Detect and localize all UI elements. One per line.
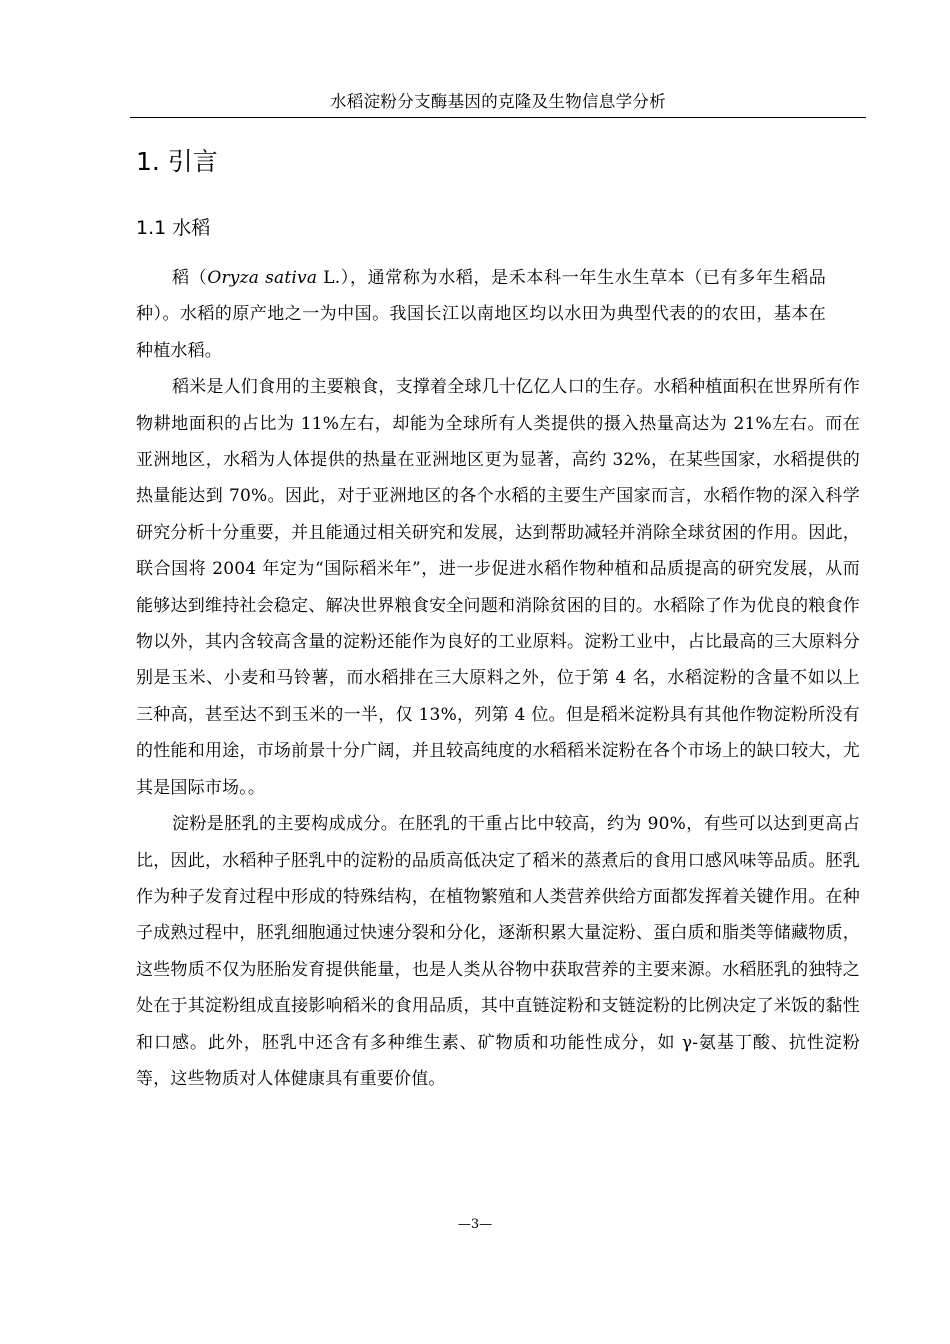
species-name: Oryza sativa [207,268,318,288]
paragraph-2: 稻米是人们食用的主要粮食，支撑着全球几十亿亿人口的生存。水稻种植面积在世界所有作物耕地面积的占比为 11%左右，却能为全球所有人类提供的摄入热量高达为 21%左右。而在亚洲地区，水稻为人体提供的热量在亚洲地区更为显著，高约 32%，在某些国家，水稻提供的热量能达到 70%。因此，对于亚洲地区的各个水稻的主要生产国家而言，水稻作物的深入科学研究分析十分重要，并且能通过相关研究和发展，达到帮助减轻并消除全球贫困的作用。因此，联合国将 2004 年定为“国际稻米年”，进一步促进水稻作物种植和品质提高的研究发展，从而能够达到维持社会稳定、解决世界粮食安全问题和消除贫困的目的。水稻除了作为优良的粮食作物以外，其内含较高含量的淀粉还能作为良好的工业原料。淀粉工业中，占比最高的三大原料分别是玉米、小麦和马铃薯，而水稻排在三大原料之外，位于第 4 名，水稻淀粉的含量不如以上三种高，甚至达不到玉米的一半，仅 13%，列第 4 位。但是稻米淀粉具有其他作物淀粉所没有的性能和用途，市场前景十分广阔，并且较高纯度的水稻稻米淀粉在各个市场上的缺口较大，尤其是国际市场。。 [136,377,860,798]
running-header-title: 水稻淀粉分支酶基因的克隆及生物信息学分析 [330,92,666,111]
paragraph-1-lead: 稻（ [172,268,208,288]
paragraph-1 [136,260,826,369]
paragraph-1-rest: L.），通常称为水稻，是禾本科一年生水生草本（已有多年生稻品种）。水稻的原产地之一为中国。我国长江以南地区均以水田为典型代表的的农田，基本在种植水稻。 [136,268,827,361]
running-header [130,90,866,118]
section-heading: 1. 引言 [136,147,218,176]
page-number: —3— [457,1217,493,1232]
paragraph-3: 淀粉是胚乳的主要构成成分。在胚乳的干重占比中较高，约为 90%，有些可以达到更高占比，因此，水稻种子胚乳中的淀粉的品质高低决定了稻米的蒸煮后的食用口感风味等品质。胚乳作为种子发育过程中形成的特殊结构，在植物繁殖和人类营养供给方面都发挥着关键作用。在种子成熟过程中，胚乳细胞通过快速分裂和分化，逐渐积累大量淀粉、蛋白质和脂类等储藏物质，这些物质不仅为胚胎发育提供能量，也是人类从谷物中获取营养的主要来源。水稻胚乳的独特之处在于其淀粉组成直接影响稻米的食用品质，其中直链淀粉和支链淀粉的比例决定了米饭的黏性和口感。此外，胚乳中还含有多种维生素、矿物质和功能性成分，如 γ-氨基丁酸、抗性淀粉等，这些物质对人体健康具有重要价值。 [136,814,860,1089]
body-text [136,260,860,1097]
subsection-heading: 1.1 水稻 [136,217,211,239]
